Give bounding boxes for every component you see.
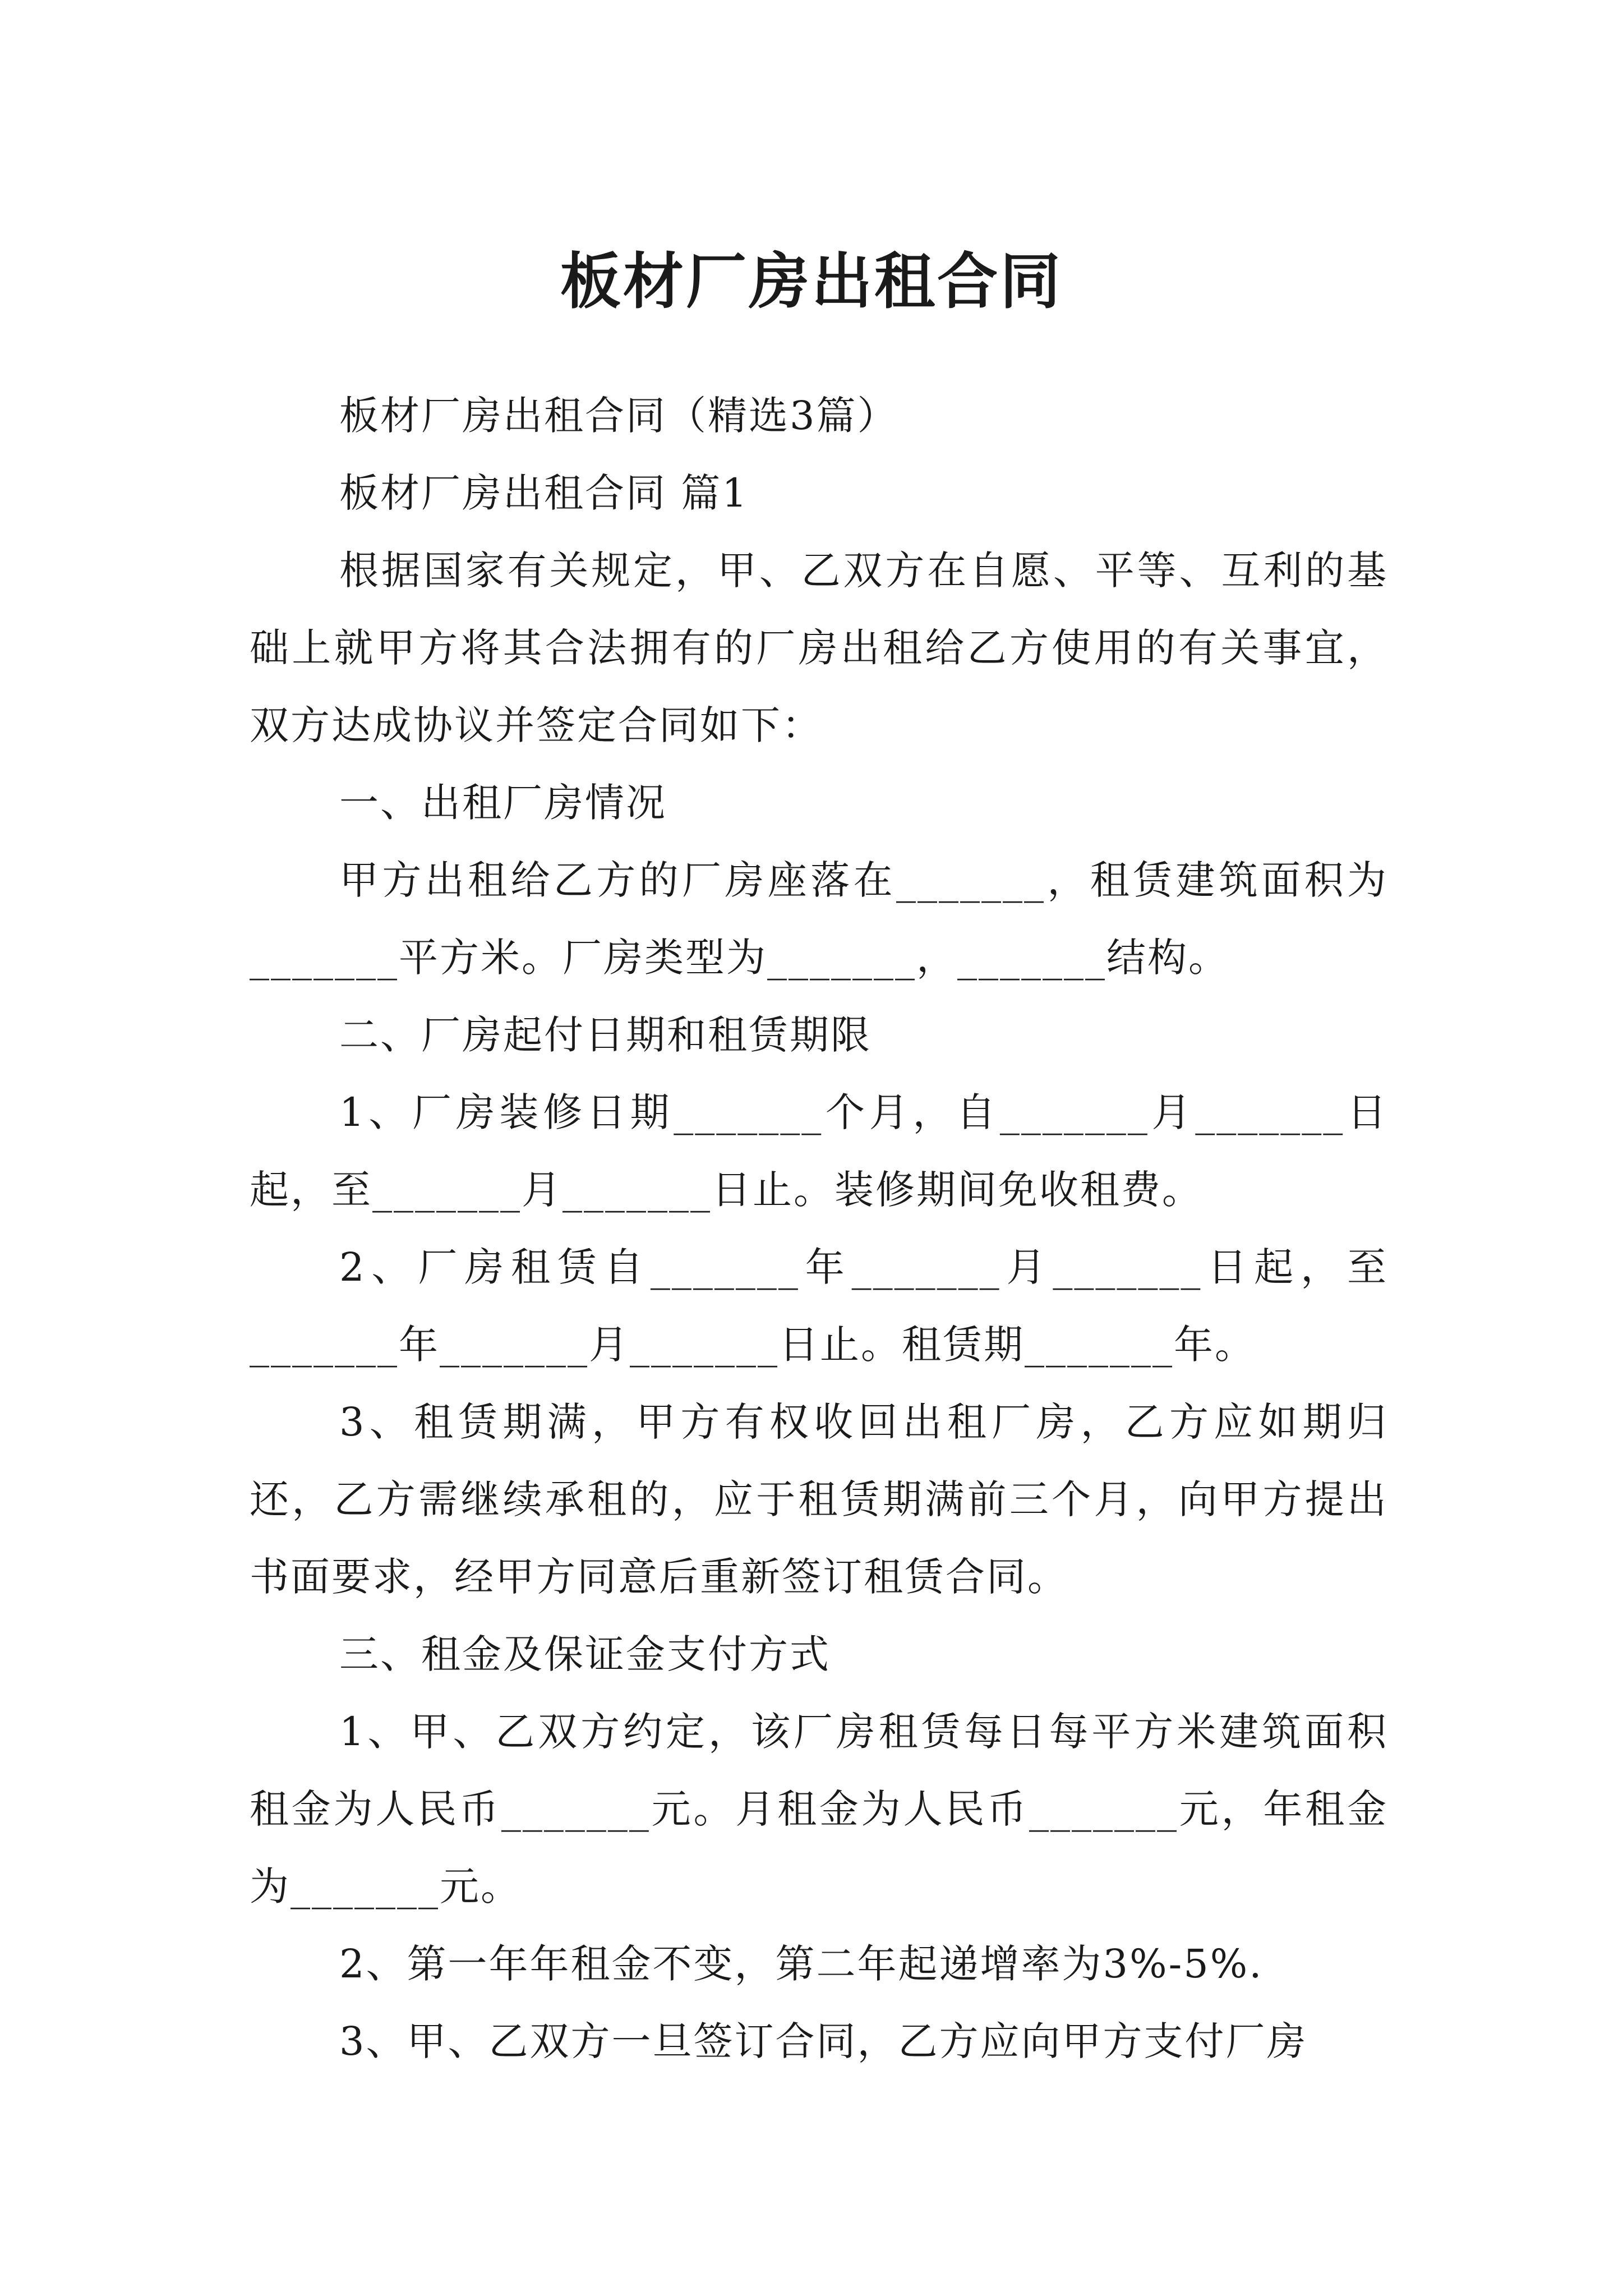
paragraph-section-heading: 板材厂房出租合同 篇1 — [339, 470, 749, 516]
paragraph-renovation-period: 1、厂房装修日期_______个月，自_______月_______日起，至_______月_______日止。装修期间免收租费。 — [250, 1089, 1388, 1213]
paragraph-rent-amount: 1、甲、乙双方约定，该厂房租赁每日每平方米建筑面积租金为人民币_______元。月租金为人民币_______元，年租金为_______元。 — [250, 1709, 1388, 1910]
paragraph-lease-term: 2、厂房租赁自_______年_______月_______日起，至_______年_______月_______日止。租赁期_______年。 — [250, 1244, 1388, 1368]
paragraph-heading-1: 一、出租厂房情况 — [339, 780, 667, 826]
paragraph-deposit: 3、甲、乙双方一旦签订合同，乙方应向甲方支付厂房 — [339, 2018, 1308, 2064]
paragraph-heading-3: 三、租金及保证金支付方式 — [339, 1631, 831, 1677]
paragraph-property-details: 甲方出租给乙方的厂房座落在_______，租赁建筑面积为_______平方米。厂房类型为_______，_______结构。 — [250, 857, 1388, 981]
document-body — [250, 377, 1388, 2080]
paragraph-rent-increase: 2、第一年年租金不变，第二年起递增率为3%-5%. — [339, 1941, 1264, 1987]
paragraph-heading-2: 二、厂房起付日期和租赁期限 — [339, 1012, 872, 1058]
paragraph-lease-expiry: 3、租赁期满，甲方有权收回出租厂房，乙方应如期归还，乙方需继续承租的，应于租赁期满前三个月，向甲方提出书面要求，经甲方同意后重新签订租赁合同。 — [250, 1399, 1388, 1600]
paragraph-subtitle: 板材厂房出租合同（精选3篇） — [339, 393, 898, 439]
paragraph-preamble: 根据国家有关规定，甲、乙双方在自愿、平等、互利的基础上就甲方将其合法拥有的厂房出租给乙方使用的有关事宜，双方达成协议并签定合同如下： — [250, 547, 1388, 748]
document-title: 板材厂房出租合同 — [560, 246, 1063, 318]
